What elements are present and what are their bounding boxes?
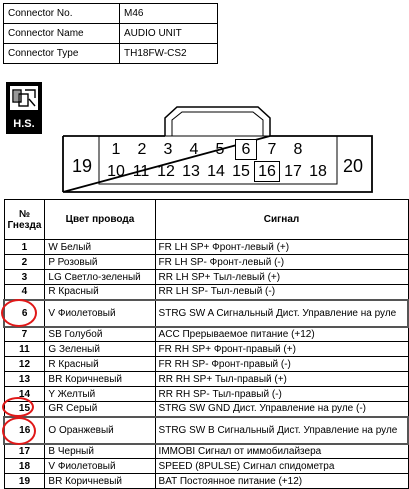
connector-pin: 10 [107, 163, 125, 180]
signal-header: Сигнал [155, 200, 408, 240]
connector-pin: 17 [284, 163, 302, 180]
table-row [4, 372, 408, 387]
pin-number: 7 [4, 327, 45, 342]
wire-color: GR Серый [45, 402, 155, 417]
wire-color-header: Цвет провода [45, 200, 155, 240]
wire-color: BR Коричневый [45, 372, 155, 387]
signal: RR RH SP+ Тыл-правый (+) [155, 372, 408, 387]
pin-number: 18 [4, 459, 45, 474]
table-row [4, 240, 408, 255]
table-row-highlighted [4, 300, 408, 327]
pin-number: 19 [4, 474, 45, 489]
table-row [4, 342, 408, 357]
table-row [4, 270, 408, 285]
wire-color: B Черный [45, 444, 155, 459]
wire-color: BR Коричневый [45, 474, 155, 489]
pin-number: 1 [4, 240, 45, 255]
table-row [4, 285, 408, 300]
connector-pin: 8 [293, 141, 303, 158]
connector-pin: 7 [267, 141, 277, 158]
pin-number: 11 [4, 342, 45, 357]
wire-color: W Белый [45, 240, 155, 255]
signal: RR LH SP- Тыл-левый (-) [155, 285, 408, 300]
pin-table [3, 199, 409, 489]
signal: STRG SW GND Дист. Управление на руле (-) [155, 402, 408, 417]
signal: STRG SW B Сигнальный Дист. Управление на руле [155, 417, 408, 444]
connector-no-value: M46 [120, 4, 218, 24]
pin-number: 16 [4, 417, 45, 444]
signal: BAT Постоянное питание (+12) [155, 474, 408, 489]
connector-pin: 11 [132, 163, 150, 180]
pin-number: 15 [4, 402, 45, 417]
table-row [4, 327, 408, 342]
table-row [4, 459, 408, 474]
connector-face-icon [9, 85, 39, 111]
pin-number: 13 [4, 372, 45, 387]
pin-number: 12 [4, 357, 45, 372]
connector-no-label: Connector No. [4, 4, 120, 24]
connector-pin: 3 [163, 141, 173, 158]
connector-name-label: Connector Name [4, 24, 120, 44]
pin-number-header: № Гнезда [4, 200, 45, 240]
table-row [4, 255, 408, 270]
signal: FR RH SP+ Фронт-правый (+) [155, 342, 408, 357]
wire-color: V Фиолетовый [45, 459, 155, 474]
connector-name-value: AUDIO UNIT [120, 24, 218, 44]
pin-number: 3 [4, 270, 45, 285]
wire-color: G Зеленый [45, 342, 155, 357]
connector-pin: 20 [342, 156, 364, 176]
signal: RR RH SP- Тыл-правый (-) [155, 387, 408, 402]
connector-type-value: TH18FW-CS2 [120, 44, 218, 64]
connector-pin: 15 [232, 163, 250, 180]
connector-pin: 14 [207, 163, 225, 180]
connector-pin: 12 [157, 163, 175, 180]
connector-pin: 13 [182, 163, 200, 180]
connector-info-table [3, 3, 218, 64]
pin-number: 6 [4, 300, 45, 327]
connector-pin: 4 [189, 141, 199, 158]
connector-pin: 18 [309, 163, 327, 180]
connector-pin: 16 [254, 161, 280, 182]
hs-label: H.S. [13, 118, 35, 130]
pin-number: 17 [4, 444, 45, 459]
wire-color: V Фиолетовый [45, 300, 155, 327]
wire-color: R Красный [45, 357, 155, 372]
table-row-highlighted [4, 417, 408, 444]
table-row [4, 357, 408, 372]
signal: IMMOBI Сигнал от иммобилайзера [155, 444, 408, 459]
connector-pin: 1 [111, 141, 121, 158]
pin-number: 14 [4, 387, 45, 402]
connector-diagram [62, 106, 374, 194]
connector-pin: 6 [235, 139, 257, 160]
signal: FR RH SP- Фронт-правый (-) [155, 357, 408, 372]
signal: STRG SW A Сигнальный Дист. Управление на руле [155, 300, 408, 327]
table-row [4, 402, 408, 417]
signal: FR LH SP+ Фронт-левый (+) [155, 240, 408, 255]
signal: RR LH SP+ Тыл-левый (+) [155, 270, 408, 285]
wire-color: LG Светло-зеленый [45, 270, 155, 285]
signal: ACC Прерываемое питание (+12) [155, 327, 408, 342]
connector-pin: 5 [215, 141, 225, 158]
hs-badge [6, 82, 42, 134]
connector-type-label: Connector Type [4, 44, 120, 64]
wire-color: P Розовый [45, 255, 155, 270]
pin-number: 4 [4, 285, 45, 300]
signal: FR LH SP- Фронт-левый (-) [155, 255, 408, 270]
table-row [4, 474, 408, 489]
signal: SPEED (8PULSE) Сигнал спидометра [155, 459, 408, 474]
wire-color: O Оранжевый [45, 417, 155, 444]
connector-pin: 19 [71, 156, 93, 176]
wire-color: SB Голубой [45, 327, 155, 342]
connector-info-row [4, 4, 218, 24]
table-row [4, 387, 408, 402]
connector-info-row [4, 44, 218, 64]
pin-number: 2 [4, 255, 45, 270]
table-header-row [4, 200, 408, 240]
connector-pin: 2 [137, 141, 147, 158]
wire-color: Y Желтый [45, 387, 155, 402]
table-row [4, 444, 408, 459]
wire-color: R Красный [45, 285, 155, 300]
connector-info-row [4, 24, 218, 44]
